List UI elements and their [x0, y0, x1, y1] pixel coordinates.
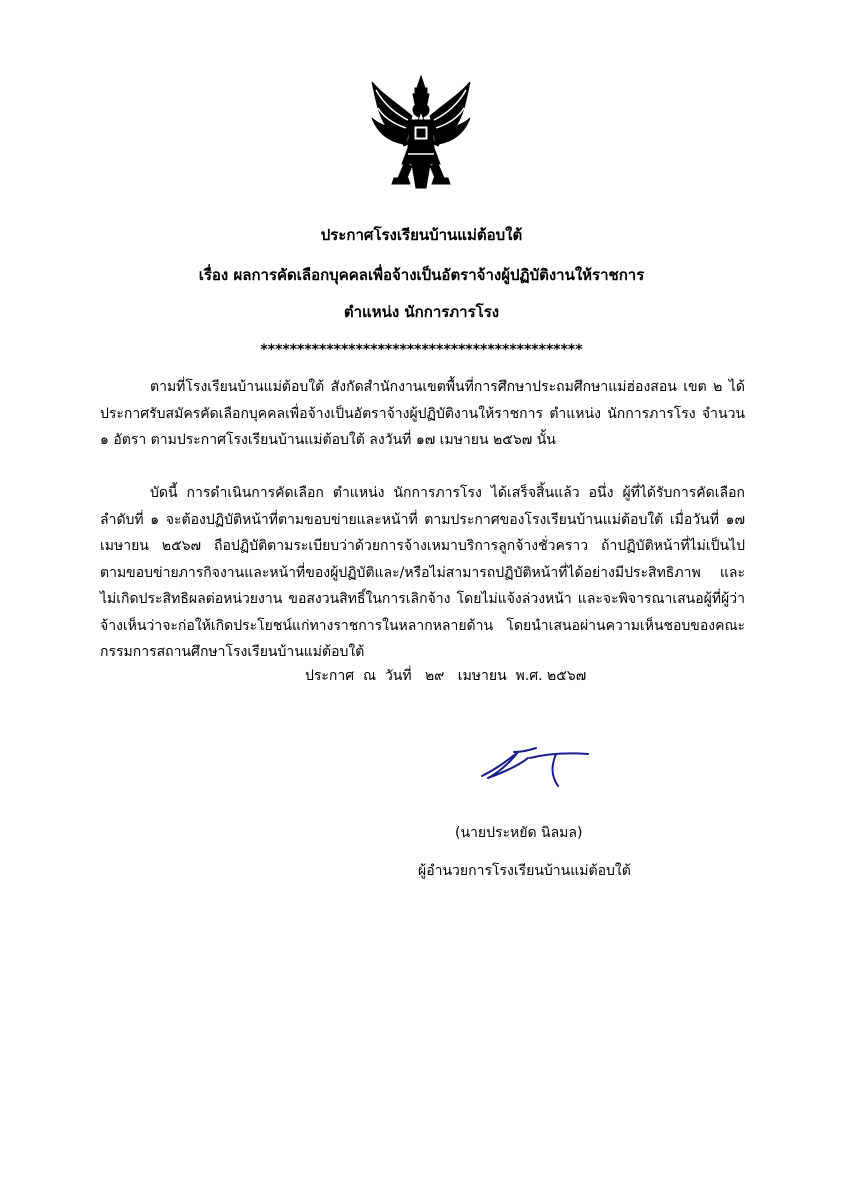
announcement-date: ประกาศ ณ วันที่ ๒๙ เมษายน พ.ศ. ๒๕๖๗ — [305, 668, 587, 684]
signer-title: ผู้อำนวยการโรงเรียนบ้านแม่ต้อบใต้ — [418, 863, 631, 879]
announcement-title: ประกาศโรงเรียนบ้านแม่ต้อบใต้ — [320, 226, 523, 244]
announcement-subject: เรื่อง ผลการคัดเลือกบุคคลเพื่อจ้างเป็นอัตราจ้างผู้ปฏิบัติงานให้ราชการ — [198, 266, 645, 284]
signer-name: (นายประหยัด นิลมล) — [455, 825, 583, 841]
body-paragraph-1: ตามที่โรงเรียนบ้านแม่ต้อบใต้ สังกัดสำนักงานเขตพื้นที่การศึกษาประถมศึกษาแม่ฮ่องสอน เขต ๒ ได้ประกาศรับสมัครคัดเลือกบุคคลเพื่อจ้างเป็นอัตราจ้างผู้ปฏิบัติงานให้ราชการ ตำแหน่ง นักการภารโรง จำนวน ๑ อัตรา ตามประกาศโรงเรียนบ้านแม่ต้อบใต้ ลงวันที่ ๑๗ เมษายน ๒๕๖๗ นั้น — [100, 379, 745, 448]
announcement-position: ตำแหน่ง นักการภารโรง — [343, 303, 500, 321]
separator-line: ******************************************** — [260, 342, 583, 358]
garuda-emblem-icon — [368, 74, 474, 190]
handwritten-signature-icon — [478, 738, 598, 798]
body-paragraph-2: บัดนี้ การดำเนินการคัดเลือก ตำแหน่ง นักการภารโรง ได้เสร็จสิ้นแล้ว อนึ่ง ผู้ที่ได้รับการคัดเลือก ลำดับที่ ๑ จะต้องปฏิบัติหน้าที่ตามขอบข่ายและหน้าที่ ตามประกาศของโรงเรียนบ้านแม่ต้อบใต้ เมื่อวันที่ ๑๗ เมษายน ๒๕๖๗ ถือปฏิบัติตามระเบียบว่าด้วยการจ้างเหมาบริการลูกจ้างชั่วคราว ถ้าปฏิบัติหน้าที่ไม่เป็นไปตามขอบข่ายภารกิจงานและหน้าที่ของผู้ปฏิบัติและ/หรือไม่สามารถปฏิบัติหน้าที่ได้อย่างมีประสิทธิภาพ และไม่เกิดประสิทธิผลต่อหน่วยงาน ขอสงวนสิทธิ์ในการเลิกจ้าง โดยไม่แจ้งล่วงหน้า และจะพิจารณาเสนอผู้ที่ผู้ว่าจ้างเห็นว่าจะก่อให้เกิดประโยชน์แก่ทางราชการในหลากหลายด้าน โดยนำเสนอผ่านความเห็นชอบของคณะกรรมการสถานศึกษาโรงเรียนบ้านแม่ต้อบใต้ — [100, 485, 745, 660]
